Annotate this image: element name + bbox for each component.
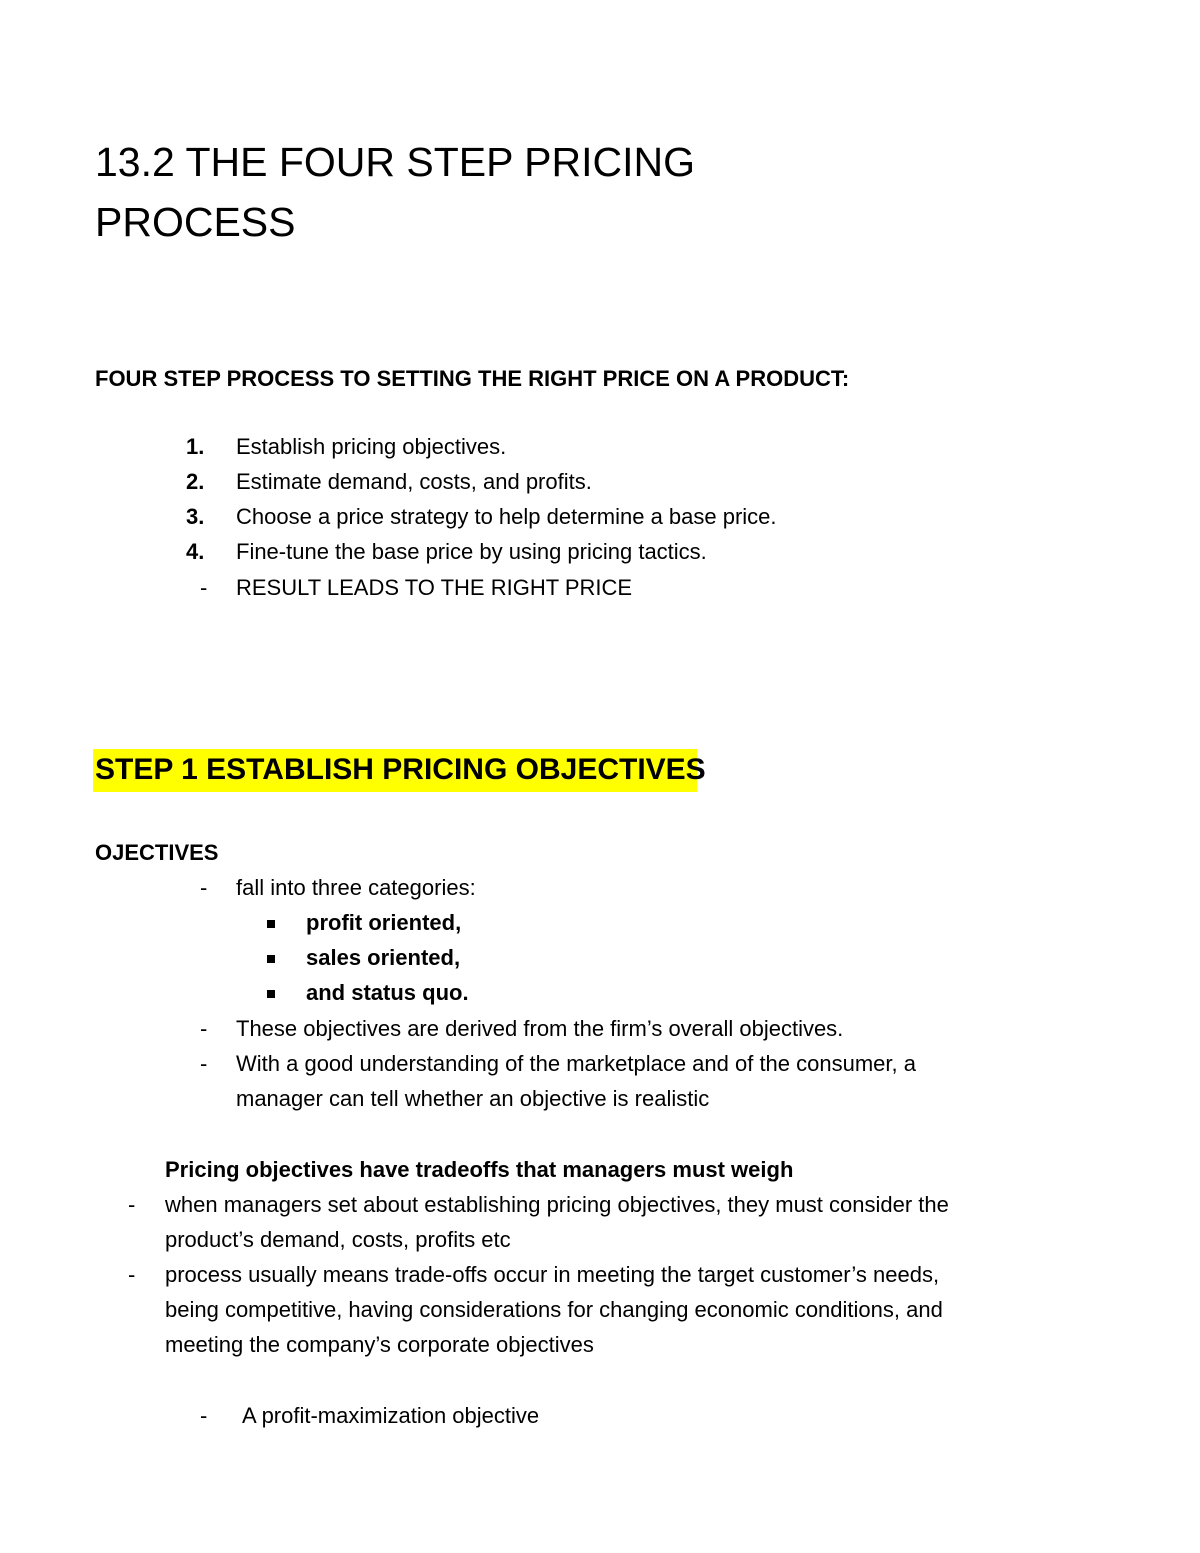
step-number-4: 4. [186,539,205,564]
objectives-intro-dash: - [200,875,208,900]
category-sales: sales oriented, [306,945,461,970]
objectives-intro: fall into three categories: [236,875,476,900]
step-text-3: Choose a price strategy to help determine a base price. [236,504,777,529]
tradeoffs-bullet2-line1: process usually means trade-offs occur in meeting the target customer’s needs, [165,1262,940,1287]
tradeoffs-bullet1-dash: - [128,1192,136,1217]
category-profit: profit oriented, [306,910,462,935]
square-bullet-icon [267,920,275,928]
tradeoffs-bullet1-line2: product’s demand, costs, profits etc [165,1227,511,1252]
objectives-point2-line1: With a good understanding of the marketplace and of the consumer, a [236,1051,916,1076]
square-bullet-icon [267,955,275,963]
tradeoffs-heading: Pricing objectives have tradeoffs that managers must weigh [165,1157,794,1182]
tradeoffs-bullet2-dash: - [128,1262,136,1287]
step-text-1: Establish pricing objectives. [236,434,507,459]
step1-heading: STEP 1 ESTABLISH PRICING OBJECTIVES [95,753,706,786]
objectives-heading: OJECTIVES [95,840,219,865]
step-text-2: Estimate demand, costs, and profits. [236,469,592,494]
objectives-point1: These objectives are derived from the firm’s overall objectives. [236,1016,844,1041]
intro-heading: FOUR STEP PROCESS TO SETTING THE RIGHT PRICE ON A PRODUCT: [95,366,850,391]
objectives-point2-line2: manager can tell whether an objective is realistic [236,1086,710,1111]
last-item-text: A profit-maximization objective [242,1403,540,1428]
last-item-dash: - [200,1403,208,1428]
tradeoffs-bullet2-line2: being competitive, having considerations for changing economic conditions, and [165,1297,943,1322]
tradeoffs-bullet1-line1: when managers set about establishing pricing objectives, they must consider the [165,1192,949,1217]
step-number-3: 3. [186,504,205,529]
page-title-line-1: 13.2 THE FOUR STEP PRICING [95,139,695,185]
page-title-line-2: PROCESS [95,199,296,245]
step-number-2: 2. [186,469,205,494]
objectives-point2-dash: - [200,1051,208,1076]
result-dash: - [200,575,208,600]
category-status-quo: and status quo. [306,980,469,1005]
objectives-point1-dash: - [200,1016,208,1041]
step-text-4: Fine-tune the base price by using pricing tactics. [236,539,707,564]
result-text: RESULT LEADS TO THE RIGHT PRICE [236,575,633,600]
step-number-1: 1. [186,434,205,459]
tradeoffs-bullet2-line3: meeting the company’s corporate objectives [165,1332,594,1357]
square-bullet-icon [267,990,275,998]
